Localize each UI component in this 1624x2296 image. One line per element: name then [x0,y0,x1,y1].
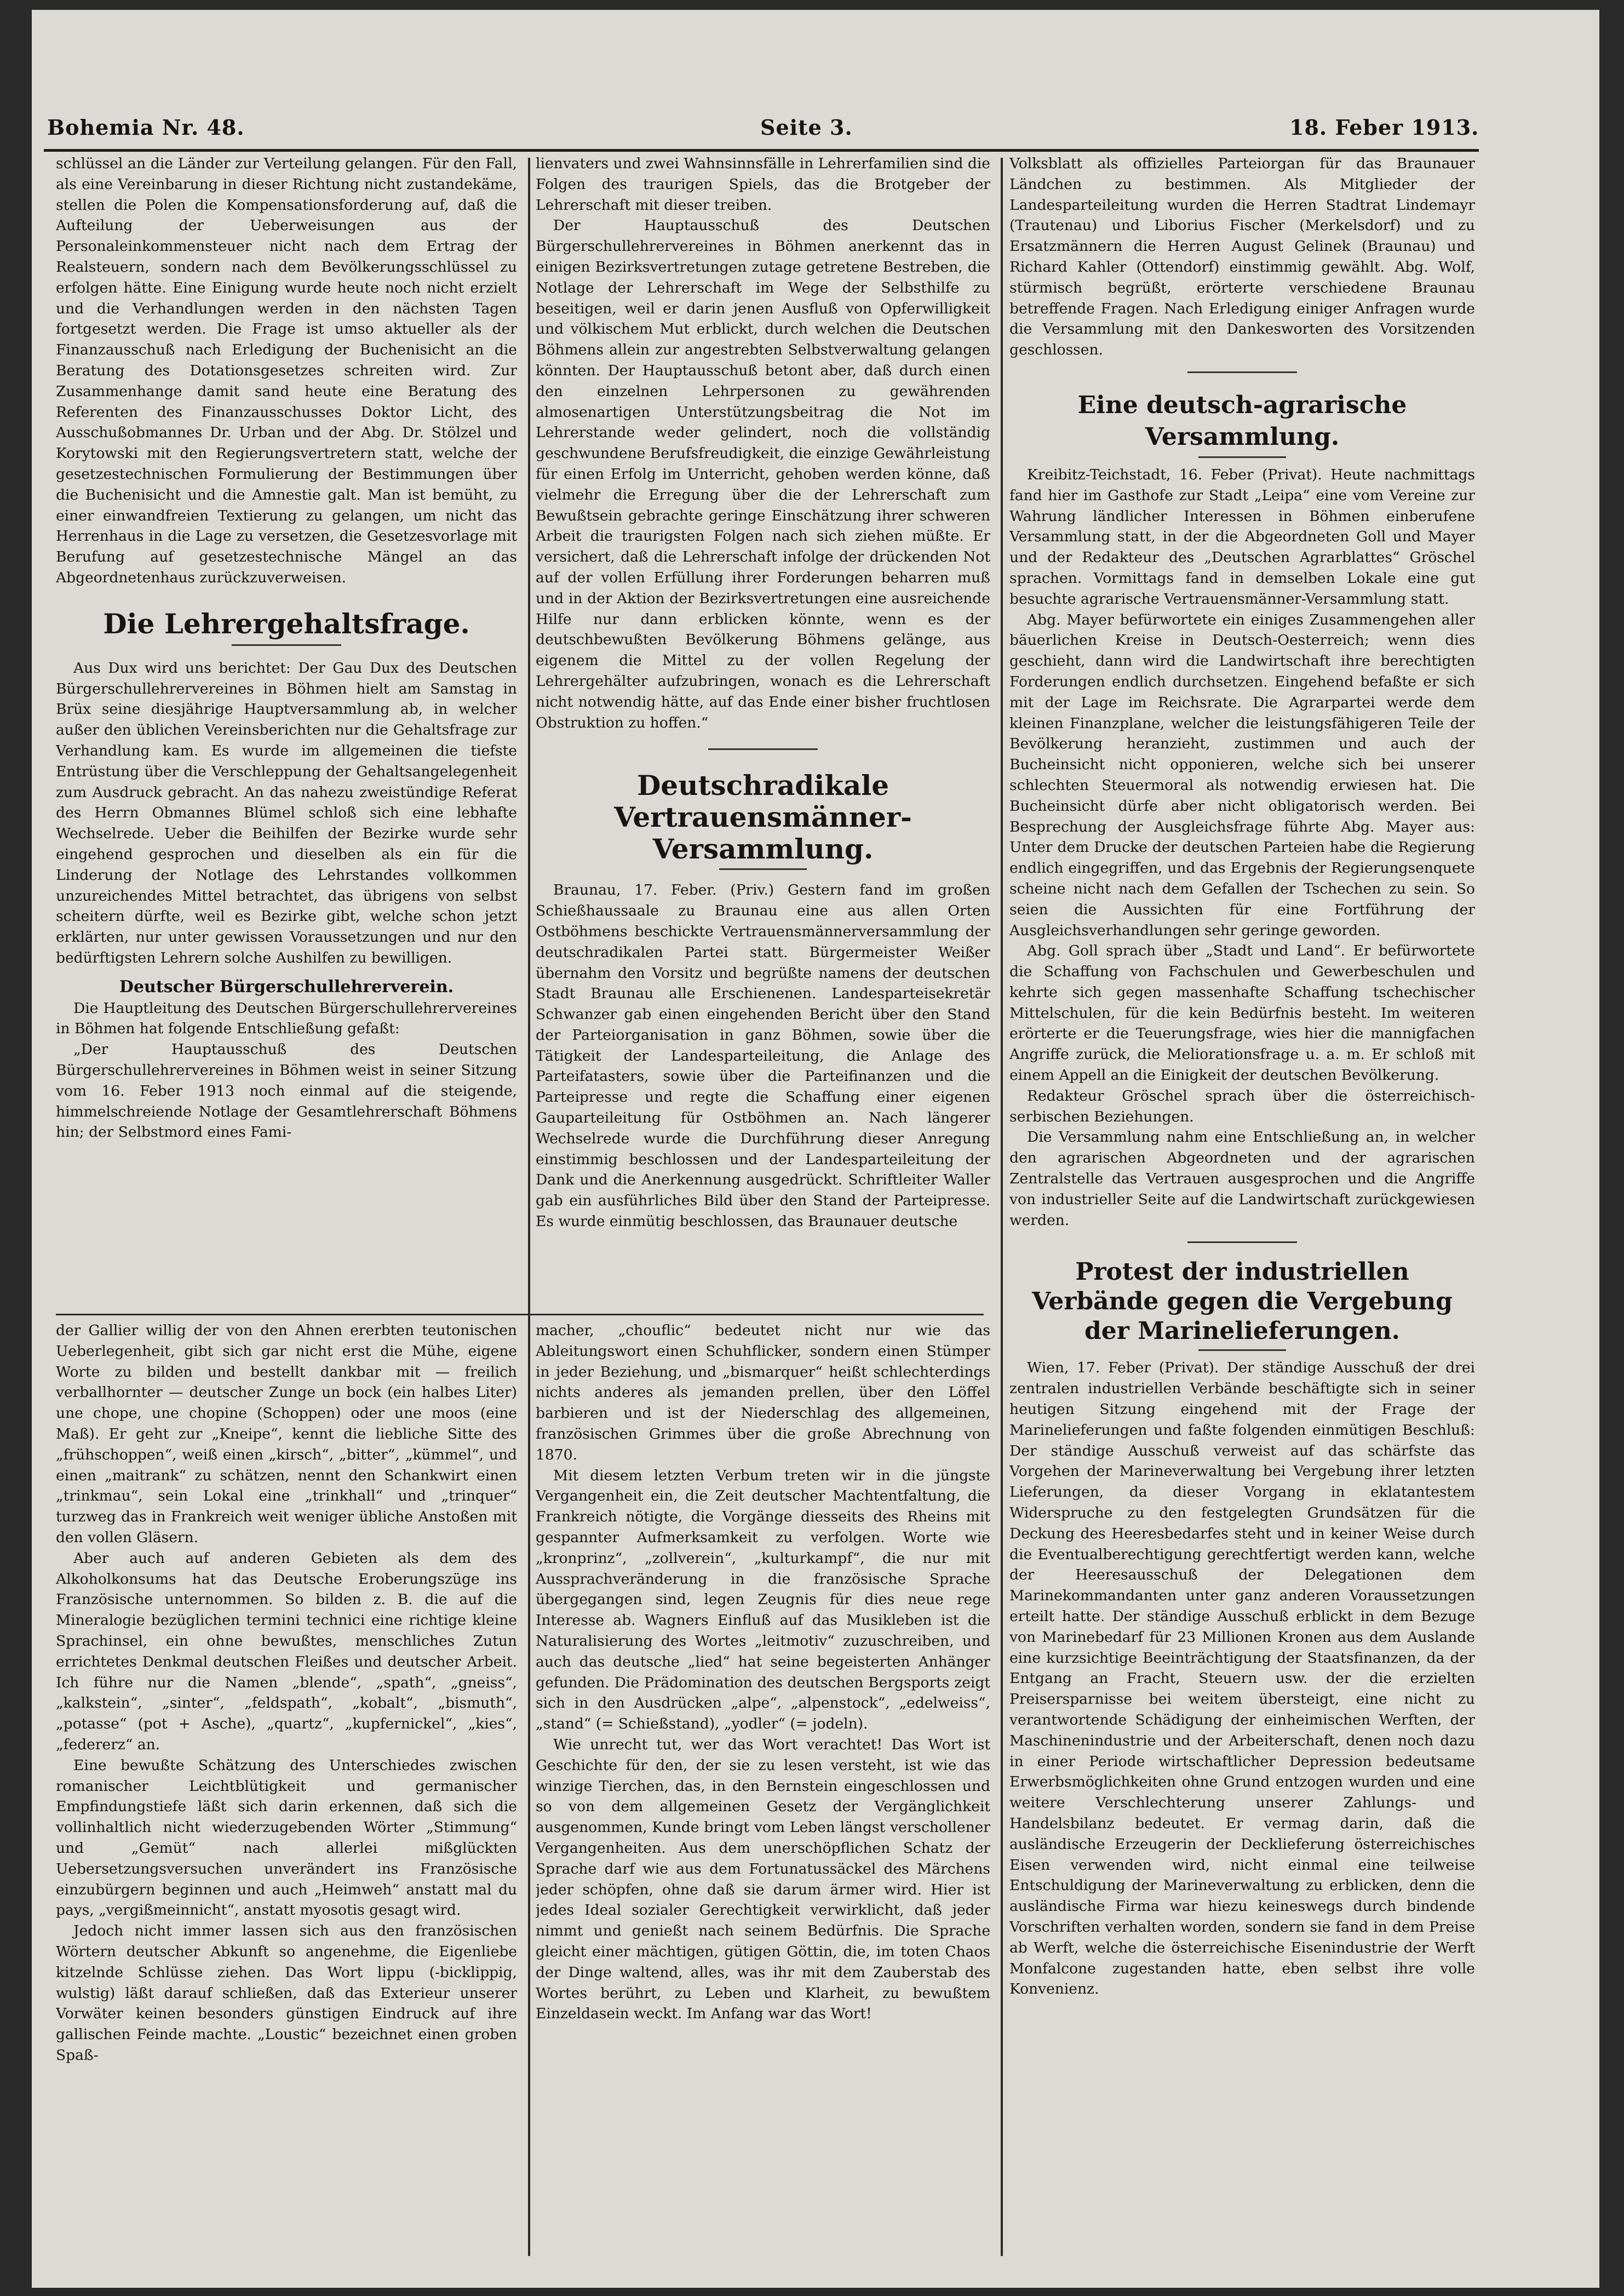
article-text: Abg. Goll sprach über „Stadt und Land“. Er befürwortete die Schaffung von Fachschulen und Gewerbeschulen und kehrte sich gegen massenhafte Schaffung tschechischer Mittelschulen, für die kein Bedürfnis besteht. Im weiteren erörterte er die Teuerungsfrage, wies hier die mannigfachen Angriffe zurück, die Meliorationsfrage u. a. m. Er schloß mit einem Appell an die Einigkeit der deutschen Bevölkerung. [1009,942,1475,1084]
section-divider [1187,371,1297,373]
headline-underline [1198,1349,1286,1351]
article-text: Abg. Mayer befürwortete ein einiges Zusammengehen aller bäuerlichen Kreise in Deutsch-Oesterreich; wenn dies geschieht, dann wird die Landwirtschaft ihre berechtigten Forderungen endlich durchsetzen. Eingehend befaßte er sich mit der Lage im Reichsrate. Die Agrarpartei werde dem kleinen Finanzplane, welcher die leistungsfähigeren Teile der Bevölkerung heranzieht, zustimmen und auch der Bucheinsicht nicht opponieren, welche sich bei unserer schlechten Steuermoral als notwendig erwiesen hat. Die Bucheinsicht dürfe aber nicht obligatorisch werden. Bei Besprechung der Ausgleichsfrage führte Abg. Mayer aus: Unter dem Drucke der deutschen Parteien habe die Regierung endlich eingegriffen, und das Ergebnis der Regierungsenquete scheine nicht nach dem Gefallen der Tschechen zu sein. So seien die Aussichten für eine Fortführung der Ausgleichsverhandlungen sehr geringe geworden. [1009,611,1475,939]
column-rule-2 [1001,158,1003,2256]
article-text: Redakteur Gröschel sprach über die österreichisch-serbischen Beziehungen. [1009,1087,1475,1125]
article-text: Volksblatt als offizielles Parteiorgan für das Braunauer Ländchen zu bestimmen. Als Mitglieder der Landesparteileitung wurden die Herren Stadtrat Lindemayr (Trautenau) und Liborius Fischer (Merkelsdorf) und zu Ersatzmännern die Herren August Gelinek (Braunau) und Richard Kahler (Ottendorf) einstimmig gewählt. Abg. Wolf, stürmisch begrüßt, erörterte verschiedene Braunau betreffende Fragen. Nach Erledigung einiger Anfragen wurde die Versammlung mit den Dankesworten des Vorsitzenden geschlossen. [1009,155,1475,359]
article-text: Die Versammlung nahm eine Entschließung an, in welcher den agrarischen Abgeordneten und der agrarischen Zentralstelle das Vertrauen ausgesprochen und die Angriffe von industrieller Seite auf die Landwirtschaft zurückgewiesen werden. [1009,1129,1475,1229]
section-divider [708,748,818,750]
feuilleton-text: Wie unrecht tut, wer das Wort verachtet! Das Wort ist Geschichte für den, der sie zu lesen versteht, ist wie das winzige Tierchen, das, in den Bernstein eingeschlossen und so von dem allgemeinen Gesetz der Vergänglichkeit ausgenommen, Kunde bringt vom Leben längst verschollener Vergangenheiten. Aus dem unerschöpflichen Schatz der Sprache darf wie aus dem Fortunatussäckel des Märchens jeder schöpfen, ohne daß sie darum ärmer wird. Hier ist jedes Ideal sozialer Gerechtigkeit verwirklicht, daß jeder nimmt und genießt nach seinem Bedürfnis. Die Sprache gleicht einer mächtigen, gütigen Göttin, die, im toten Chaos der Dinge waltend, alles, was ihr mit dem Zauberstab des Wortes berührt, zu Leben und Klarheit, zu bewußtem Einzeldasein weckt. Im Anfang war das Wort! [536,1736,990,2023]
article-text: lienvaters und zwei Wahnsinnsfälle in Lehrerfamilien sind die Folgen des traurigen Spiels, das die Brotgeber der Lehrerschaft mit dieser treiben. [536,155,990,214]
article-text: Der Hauptausschuß des Deutschen Bürgerschullehrervereines in Böhmen anerkennt das in einigen Bezirksvertretungen zutage getretene Bestreben, die Notlage der Lehrerschaft im Wege der Selbsthilfe zu beseitigen, weil er darin jenen Ausfluß von Opferwilligkeit und völkischem Mut erblickt, durch welchen die Deutschen Böhmens allein zur angestrebten Selbstverwaltung gelangen könnten. Der Hauptausschuß betont aber, daß durch einen den einzelnen Lehrpersonen zu gewährenden almosenartigen Unterstützungsbeitrag die Not im Lehrerstande weder gelindert, noch die vollständig geschwundene Berufsfreudigkeit, die einzige Gewährleistung für einen Erfolg im Unterricht, gehoben werden könne, daß vielmehr die Erregung über die der Lehrerschaft zum Bewußtsein gebrachte geringe Einschätzung ihrer schweren Arbeit die traurigsten Folgen nach sich ziehen müßte. Er versichert, daß die Lehrerschaft infolge der drückenden Not auf der vollen Erfüllung ihrer Forderungen beharren muß und in der Aktion der Bezirksvertretungen eine ausreichende Hilfe nur dann erblicken könnte, wenn es der deutschbewußten Bevölkerung Böhmens gelänge, aus eigenem die Mittel zu der vollen Regelung der Lehrergehälter aufzubringen, wonach es die Lehrerschaft nicht notwendig hätte, auf das Ende einer bisher fruchtlosen Obstruktion zu hoffen.“ [536,217,990,731]
column-2-feuilleton [536,1320,990,2284]
article-text: schlüssel an die Länder zur Verteilung gelangen. Für den Fall, als eine Vereinbarung in dieser Richtung nicht zustandekäme, stellen die Polen die Kompensationsforderung auf, daß die Aufteilung der Ueberweisungen aus der Personaleinkommensteuer nicht nach dem Ertrag der Realsteuern, sondern nach dem Bevölkerungsschlüssel zu erfolgen hätte. Eine Einigung wurde heute noch nicht erzielt und die Verhandlungen werden in den nächsten Tagen fortgesetzt werden. Die Frage ist umso aktueller als der Finanzausschuß nach Erledigung der Buchenisicht an die Beratung des Dotationsgesetzes schreiten wird. Zur Zusammenhange damit sand heute eine Beratung des Referenten des Finanzausschusses Doktor Licht, des Ausschußobmannes Dr. Urban und der Abg. Dr. Stölzel und Korytowski mit den Regierungsvertretern statt, welche der gesetzestechnischen Formulierung der Bestimmungen über die Buchenisicht und die Amnestie galt. Man ist bemüht, zu einer einwandfreien Textierung zu gelangen, um nicht das Herrenhaus in die Lage zu versetzen, die Gesetzesvorlage mit Berufung auf gesetzestechnische Mängel an das Abgeordnetenhaus zurückzuverweisen. [56,155,517,586]
headline-underline [719,868,807,870]
feuilleton-text: Aber auch auf anderen Gebieten als dem des Alkoholkonsums hat das Deutsche Eroberungszüge ins Französische unternommen. So bilden z. B. die auf die Mineralogie bezüglichen termini technici eine richtige kleine Sprachinsel, ein ohne bewußtes, menschliches Zutun errichtetes Denkmal deutschen Fleißes und deutscher Arbeit. Ich führe nur die Namen „blende“, „spath“, „gneiss“, „kalkstein“, „sinter“, „feldspath“, „kobalt“, „bismuth“, „potasse“ (pot + Asche), „quartz“, „kupfernickel“, „kies“, „federerz“ an. [56,1549,517,1753]
headline-agrarische-versammlung: Eine deutsch-agrarische Versammlung. [1077,391,1407,451]
column-3 [1009,153,1475,2284]
article-text: Die Hauptleitung des Deutschen Bürgerschullehrervereines in Böhmen hat folgende Entschließung gefaßt: [56,999,517,1038]
column-rule-1 [528,158,530,2256]
article-text: Wien, 17. Feber (Privat). Der ständige Ausschuß der drei zentralen industriellen Verbände beschäftigte sich in seiner heutigen Sitzung eingehend mit der Frage der Marinelieferungen und faßte folgenden einmütigen Beschluß: Der ständige Ausschuß verweist auf das schärfste das Vorgehen der Marineverwaltung bei Vergebung ihrer letzten Lieferungen, da dieser Vorgang in eklatantestem Widerspruche zu den festgelegten Grundsätzen für die Deckung des Heeresbedarfes steht und in keiner Weise durch die Eventualberechtigung gerechtfertigt werden kann, welche der Heeresausschuß der Delegationen dem Marinekommandanten unter ganz anderen Voraussetzungen erteilt hatte. Der ständige Ausschuß erblickt in dem Bezuge von Marinebedarf für 23 Millionen Kronen aus dem Auslande eine kurzsichtige Beeinträchtigung der Staatsfinanzen, da der Entgang an Fracht, Steuern usw. der die erzielten Preisersparnisse bei weitem übersteigt, eine nicht zu verantwortende Schädigung der einheimischen Werften, der Maschinenindustrie und der Arbeiterschaft, denen noch dazu in einer Periode wirtschaftlicher Depression bedeutsame Erwerbsmöglichkeiten ohne Grund entzogen wurden und eine weitere Verschlechterung unserer Zahlungs- und Handelsbilanz bedeutet. Er vermag darin, daß die ausländische Erzeugerin der Decklieferung österreichisches Eisen verwenden wird, nicht einmal eine teilweise Entschuldigung der Marineverwaltung zu erblicken, denn die ausländische Firma war hiezu keineswegs durch bindende Vorschriften verhalten worden, sondern sie fand in dem Preise ab Werft, welche die österreichische Eisenindustrie der Werft Monfalcone zugestanden hatte, eben selbst ihre volle Konvenienz. [1009,1359,1475,1998]
article-text: Kreibitz-Teichstadt, 16. Feber (Privat). Heute nachmittags fand hier im Gasthofe zur Stadt „Leipa“ eine vom Vereine zur Wahrung ländlicher Interessen in Böhmen einberufene Versammlung statt, in der die Abgeordneten Goll und Mayer und der Redakteur des „Deutschen Agrarblattes“ Gröschel sprachen. Vormittags fand in demselben Lokale eine gut besuchte agrarische Vertrauensmänner-Versammlung statt. [1009,466,1475,608]
header-right: 18. Feber 1913. [1289,115,1479,140]
headline-lehrergehaltsfrage: Die Lehrergehaltsfrage. [103,607,470,640]
article-text: „Der Hauptausschuß des Deutschen Bürgerschullehrervereines in Böhmen weist in seiner Sitzung vom 16. Feber 1913 noch einmal auf die steigende, himmelschreiende Notlage der Gesamtlehrerschaft Böhmens hin; der Selbstmord eines Fami- [56,1041,517,1141]
headline-underline [1198,456,1286,458]
newspaper-page [32,10,1599,2288]
header-rule [44,149,1479,152]
feuilleton-text: macher, „chouflic“ bedeutet nicht nur wie das Ableitungswort einen Schuhflicker, sondern einen Stümper in jeder Beziehung, und „bismarquer“ heißt schlechterdings nichts anderes als jemanden prellen, über den Löffel barbieren und ist der Niederschlag des allgemeinen, französischen Grimmes über die große Abrechnung von 1870. [536,1322,990,1463]
article-text: Aus Dux wird uns berichtet: Der Gau Dux des Deutschen Bürgerschullehrervereines in Böhmen hielt am Samstag in Brüx seine diesjährige Hauptversammlung ab, in welcher außer den üblichen Vereinsberichten nur die Gehaltsfrage zur Verhandlung kam. Es wurde im allgemeinen die tiefste Entrüstung über die Verschleppung der Gehaltsangelegenheit zum Ausdruck gebracht. An das nahezu zweistündige Referat des Herrn Obmannes Blümel schloß sich eine lebhafte Wechselrede. Ueber die Beihilfen der Bezirke wurde sehr eingehend gesprochen und dieselben als ein für die Linderung der Notlage des Lehrstandes vollkommen unzureichendes Mittel betrachtet, das übrigens von selbst scheitern dürfte, weil es Bezirke gibt, welche schon jetzt erklärten, nur unter gewissen Voraussetzungen und nur den bedürftigsten Lehrern solche Aushilfen zu bewilligen. [56,659,517,966]
column-1-top [56,153,517,1309]
headline-vertrauensmaenner: Deutschradikale Vertrauensmänner-Versammlung. [614,769,912,866]
header-left: Bohemia Nr. 48. [47,115,245,140]
feuilleton-text: Eine bewußte Schätzung des Unterschiedes zwischen romanischer Leichtblütigkeit und germanischer Empfindungstiefe läßt sich darin erkennen, daß sich die vollinhaltlich nicht wiederzugebenden Wörter „Stimmung“ und „Gemüt“ nach allerlei mißglückten Uebersetzungsversuchen unverändert ins Französische einzubürgern beginnen und auch „Heimweh“ anstatt mal du pays, „vergißmeinnicht“, anstatt myosotis gesagt wird. [56,1756,517,1919]
headline-marinelieferungen: Protest der industriellen Verbände gegen die Vergebung der Marinelieferungen. [1032,1258,1453,1345]
article-text: Braunau, 17. Feber. (Priv.) Gestern fand im großen Schießhaussaale zu Braunau eine aus allen Orten Ostböhmens beschickte Vertrauensmännerversammlung der deutschradikalen Partei statt. Bürgermeister Weißer übernahm den Vorsitz und begrüßte namens der deutschen Stadt Braunau alle Erschienenen. Landesparteisekretär Schwanzer gab einen eingehenden Bericht über den Stand der Parteiorganisation in ganz Böhmen, sowie über die Tätigkeit der Landesparteileitung, die Anlage des Parteifatasters, sowie über die Parteifinanzen und die Parteipresse und regte die Schaffung einer eigenen Gauparteileitung für Ostböhmen an. Nach längerer Wechselrede wurde die Durchführung dieser Anregung einstimmig beschlossen und der Landesparteileitung der Dank und die Anerkennung ausgedrückt. Schriftleiter Waller gab ein ausführliches Bild über den Stand der Parteipresse. Es wurde einmütig beschlossen, das Braunauer deutsche [536,881,990,1230]
feuilleton-text: Jedoch nicht immer lassen sich aus den französischen Wörtern deutscher Abkunft so angenehme, die Eigenliebe kitzelnde Schlüsse ziehen. Das Wort lippu (-bicklippig, wulstig) läßt darauf schließen, daß das Exterieur unserer Vorwäter keinen besonders günstigen Eindruck auf ihre gallischen Feinde machte. „Loustic“ bezeichnet einen groben Spaß- [56,1922,517,2064]
column-1-feuilleton [56,1320,517,2284]
section-divider [1187,1241,1297,1243]
header-center: Seite 3. [760,115,853,140]
subheadline-buergerschullehrerverein: Deutscher Bürgerschullehrerverein. [119,977,454,997]
feuilleton-rule [56,1314,984,1315]
column-2-top [536,153,990,1309]
feuilleton-text: Mit diesem letzten Verbum treten wir in die jüngste Vergangenheit ein, die Zeit deutscher Machtentfaltung, die Frankreich nötigte, die Vorgänge diesseits des Rheins mit gespannter Aufmerksamkeit zu verfolgen. Worte wie „kronprinz“, „zollverein“, „kulturkampf“, die nur mit Aussprachveränderung in die französische Sprache übergegangen sind, legen Zeugnis für dies neue rege Interesse ab. Wagners Einfluß auf das Musikleben ist die Naturalisierung des Wortes „leitmotiv“ zuzuschreiben, und auch das deutsche „lied“ hat seine begeisterten Anhänger gefunden. Die Prädomination des deutschen Bergsports zeigt sich in den Ausdrücken „alpe“, „alpenstock“, „edelweiss“, „stand“ (= Schießstand), „yodler“ (= jodeln). [536,1467,990,1733]
headline-underline [232,644,341,646]
feuilleton-text: der Gallier willig der von den Ahnen ererbten teutonischen Ueberlegenheit, gibt sich gar nicht erst die Mühe, eigene Worte zu bilden und bestellt dankbar mit — freilich verballhornter — deutscher Zunge un bock (ein halbes Liter) une chope, une chopine (Schoppen) oder une moos (eine Maß). Er geht zur „Kneipe“, kennt die liebliche Sitte des „frühschoppen“, weiß einen „kirsch“, „bitter“, „kümmel“, und einen „maitrank“ zu schätzen, nennt den Schankwirt einen „trinkmau“, sein Lokal eine „trinkhall“ und „trinquer“ turzweg das in Frankreich weit weniger übliche Anstoßen mit den vollen Gläsern. [56,1322,517,1546]
